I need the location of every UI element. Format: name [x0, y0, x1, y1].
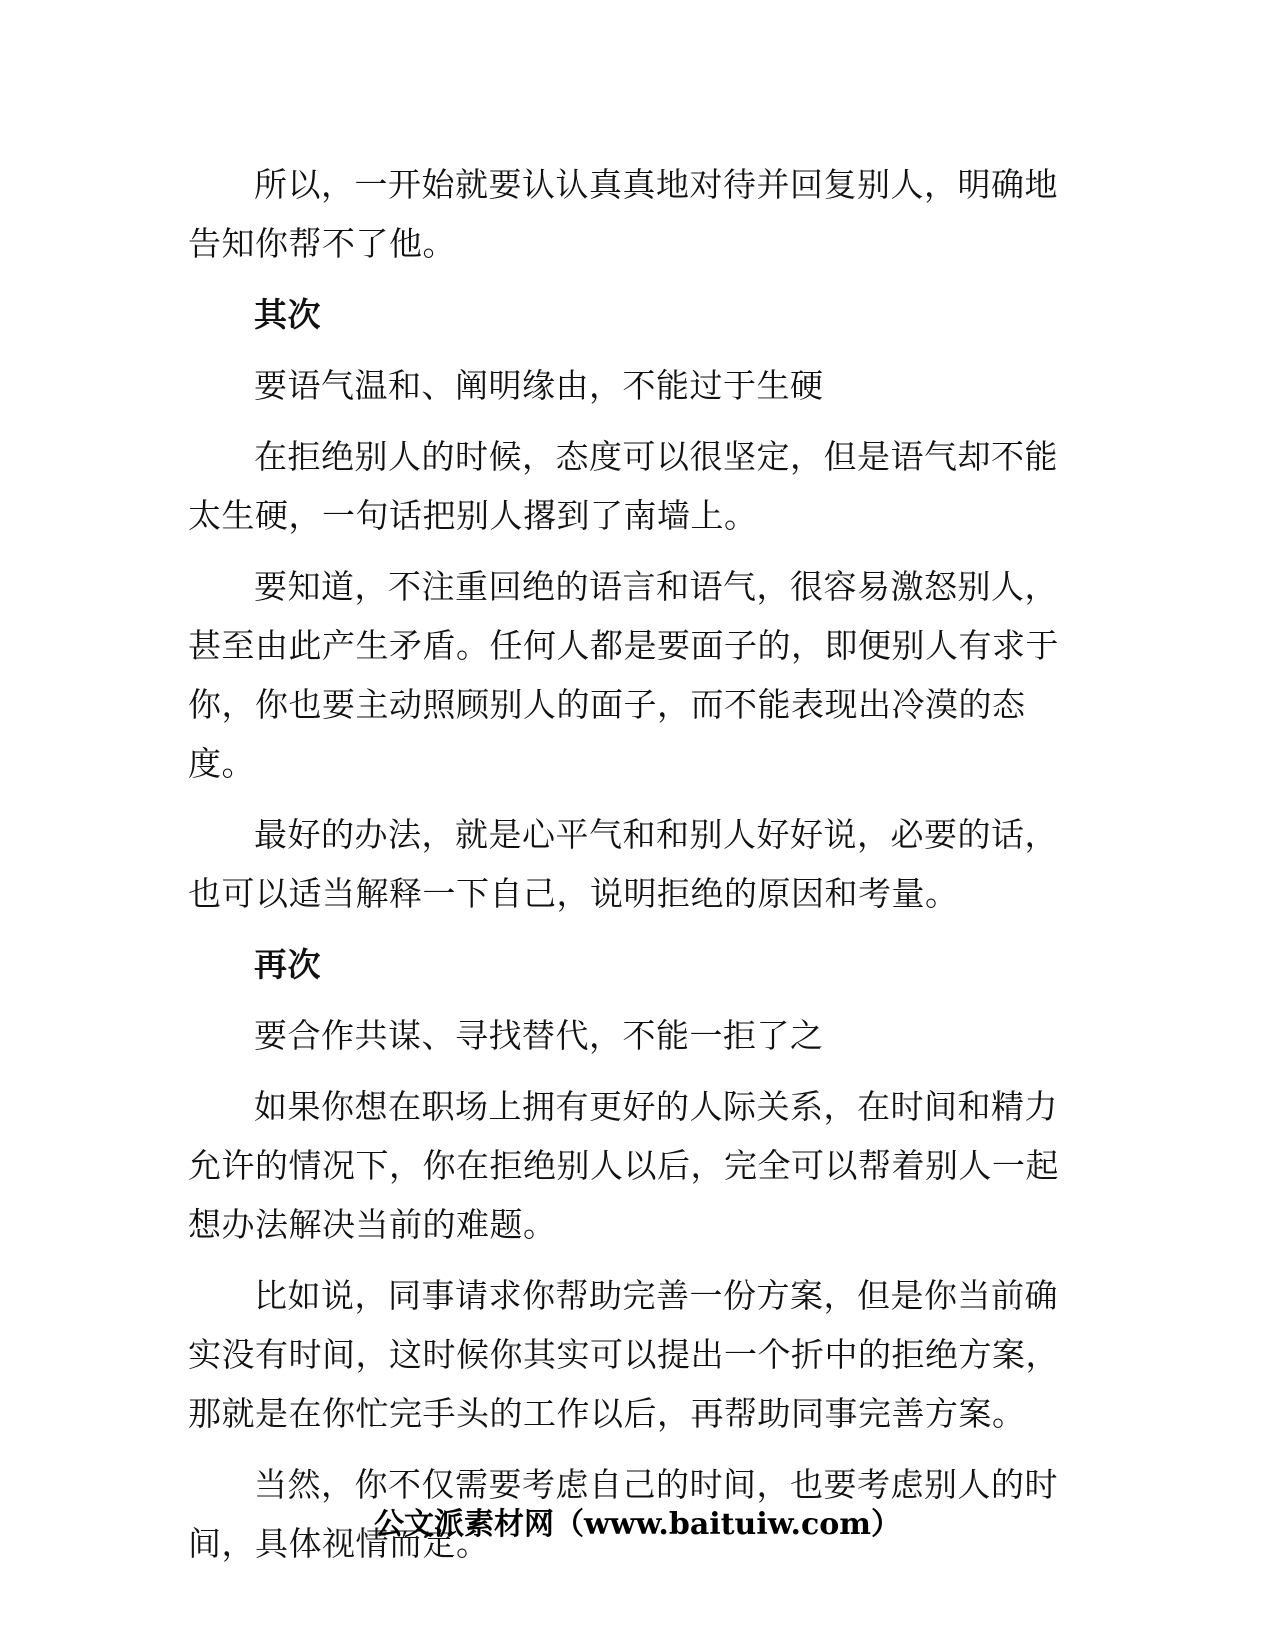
- paragraph: 要知道，不注重回绝的语言和语气，很容易激怒别人，甚至由此产生矛盾。任何人都是要面子的，即便别人有求于你，你也要主动照顾别人的面子，而不能表现出冷漠的态度。: [188, 567, 1059, 783]
- paragraph: 在拒绝别人的时候，态度可以很坚定，但是语气却不能太生硬，一句话把别人撂到了南墙上。: [188, 437, 1058, 535]
- paragraph: 最好的办法，就是心平气和和别人好好说，必要的话，也可以适当解释一下自己，说明拒绝的原因和考量。: [188, 815, 1058, 913]
- document-body: [188, 155, 1088, 1585]
- paragraph: 比如说，同事请求你帮助完善一份方案，但是你当前确实没有时间，这时候你其实可以提出一个折中的拒绝方案，那就是在你忙完手头的工作以后，再帮助同事完善方案。: [188, 1276, 1059, 1433]
- footer-watermark: 公文派素材网（www.baituiw.com）: [373, 1507, 902, 1542]
- section-subtitle: 要语气温和、阐明缘由，不能过于生硬: [254, 366, 824, 405]
- section-subtitle: 要合作共谋、寻找替代，不能一拒了之: [254, 1016, 824, 1055]
- section-heading: 再次: [254, 945, 321, 984]
- section-heading: 其次: [254, 295, 321, 334]
- paragraph: 如果你想在职场上拥有更好的人际关系，在时间和精力允许的情况下，你在拒绝别人以后，完全可以帮着别人一起想办法解决当前的难题。: [188, 1087, 1059, 1244]
- paragraph: 所以，一开始就要认认真真地对待并回复别人，明确地告知你帮不了他。: [188, 165, 1058, 263]
- paragraph: 当然，你不仅需要考虑自己的时间，也要考虑别人的时间，具体视情而定。: [188, 1465, 1058, 1563]
